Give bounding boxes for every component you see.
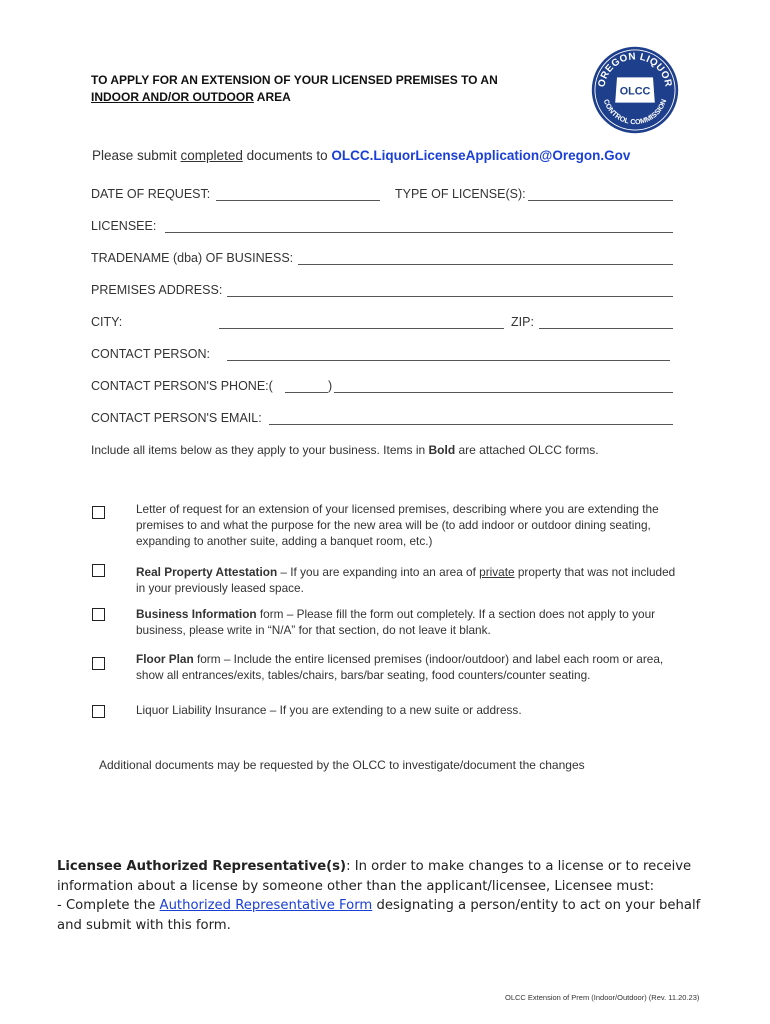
checkbox-liquor-liability-insurance[interactable] <box>92 705 105 718</box>
representative-text: : In order to make changes to a license or to receive information about a license by someone other than the applicant/licensee, Licensee must: <box>57 859 692 894</box>
checklist-text: Liquor Liability Insurance – If you are extending to a new suite or address. <box>136 703 522 717</box>
checklist-item-real-property-attestation <box>136 564 676 596</box>
checklist-item-business-information <box>136 606 676 638</box>
submission-email-link[interactable]: OLCC.LiquorLicenseApplication@Oregon.Gov <box>331 148 631 163</box>
type-of-license-label: TYPE OF LICENSE(S): <box>395 187 526 201</box>
submit-underlined: completed <box>180 148 243 163</box>
date-of-request-line[interactable] <box>216 200 380 201</box>
representative-paragraph <box>57 857 717 896</box>
checklist-text-b: property that was not included in your previously leased space. <box>136 565 676 595</box>
checklist-bold[interactable]: Business Information <box>136 607 257 621</box>
zip-label: ZIP: <box>511 315 534 329</box>
checklist-underlined: private <box>479 565 515 579</box>
title-underlined: INDOOR AND/OR OUTDOOR <box>91 90 254 104</box>
representative-bullet <box>57 896 717 935</box>
submit-instructions <box>92 148 630 163</box>
checkbox-floor-plan[interactable] <box>92 657 105 670</box>
contact-person-line[interactable] <box>227 360 670 361</box>
representative-heading: Licensee Authorized Representative(s) <box>57 859 347 874</box>
city-line[interactable] <box>219 328 504 329</box>
checklist-text: Letter of request for an extension of your licensed premises, describing where you are extending the premises to and what the purpose for the new area will be (to add indoor or outdoor dining seating, expanding to another suite, adding a banquet room, etc.) <box>136 502 659 548</box>
licensee-label: LICENSEE: <box>91 219 157 233</box>
submit-prefix: Please submit <box>92 148 181 163</box>
bullet-suffix: designating a person/entity to act on your behalf and submit with this form. <box>57 898 701 933</box>
contact-email-line[interactable] <box>269 424 673 425</box>
footer-revision: OLCC Extension of Prem (Indoor/Outdoor) (Rev. 11.20.23) <box>505 993 700 1002</box>
type-of-license-line[interactable] <box>528 200 673 201</box>
contact-email-label: CONTACT PERSON'S EMAIL: <box>91 411 262 425</box>
city-label: CITY: <box>91 315 123 329</box>
premises-address-label: PREMISES ADDRESS: <box>91 283 223 297</box>
include-instructions <box>91 443 599 457</box>
premises-address-line[interactable] <box>227 296 673 297</box>
checklist-text: form – Include the entire licensed premises (indoor/outdoor) and label each room or area, show all entrances/exits, tables/chairs, bars/bar seating, food counters/counter seating. <box>136 652 664 682</box>
contact-phone-label: CONTACT PERSON'S PHONE:( <box>91 379 273 393</box>
seal-center-text: OLCC <box>619 85 651 98</box>
include-prefix: Include all items below as they apply to your business. Items in <box>91 443 429 457</box>
submit-middle: documents to <box>242 148 332 163</box>
tradename-line[interactable] <box>298 264 673 265</box>
include-suffix: are attached OLCC forms. <box>455 443 599 457</box>
olcc-seal-logo <box>590 45 680 135</box>
contact-person-label: CONTACT PERSON: <box>91 347 210 361</box>
additional-documents-note: Additional documents may be requested by the OLCC to investigate/document the changes <box>99 758 585 772</box>
zip-line[interactable] <box>539 328 673 329</box>
checkbox-letter-of-request[interactable] <box>92 506 105 519</box>
checkbox-real-property-attestation[interactable] <box>92 564 105 577</box>
contact-phone-area-line[interactable] <box>285 392 328 393</box>
seal-bottom-text: CONTROL COMMISSION <box>601 97 669 127</box>
title-rest: AREA <box>253 90 291 104</box>
title-line-2 <box>91 89 561 106</box>
authorized-representative-form-link[interactable]: Authorized Representative Form <box>159 898 373 913</box>
contact-phone-line[interactable] <box>334 392 673 393</box>
form-title <box>91 72 561 106</box>
checkbox-business-information[interactable] <box>92 608 105 621</box>
checklist-bold[interactable]: Real Property Attestation <box>136 565 278 579</box>
checklist-item-liquor-liability-insurance <box>136 702 676 718</box>
checklist-item-floor-plan <box>136 651 676 683</box>
authorized-representative-section <box>57 857 717 935</box>
checklist-item-letter-of-request <box>136 501 676 549</box>
bullet-prefix: - Complete the <box>57 898 160 913</box>
date-of-request-label: DATE OF REQUEST: <box>91 187 211 201</box>
title-line-1: TO APPLY FOR AN EXTENSION OF YOUR LICENSED PREMISES TO AN <box>91 73 498 87</box>
seal-top-text: OREGON LIQUOR <box>596 51 674 89</box>
checklist-bold[interactable]: Floor Plan <box>136 652 194 666</box>
tradename-label: TRADENAME (dba) OF BUSINESS: <box>91 251 294 265</box>
licensee-line[interactable] <box>165 232 673 233</box>
include-bold: Bold <box>428 443 456 457</box>
checklist-text: form – Please fill the form out completely. If a section does not apply to your business, please write in “N/A” for that section, do not leave it blank. <box>136 607 656 637</box>
checklist-text-a: – If you are expanding into an area of <box>277 565 480 579</box>
contact-phone-close: ) <box>328 379 333 393</box>
